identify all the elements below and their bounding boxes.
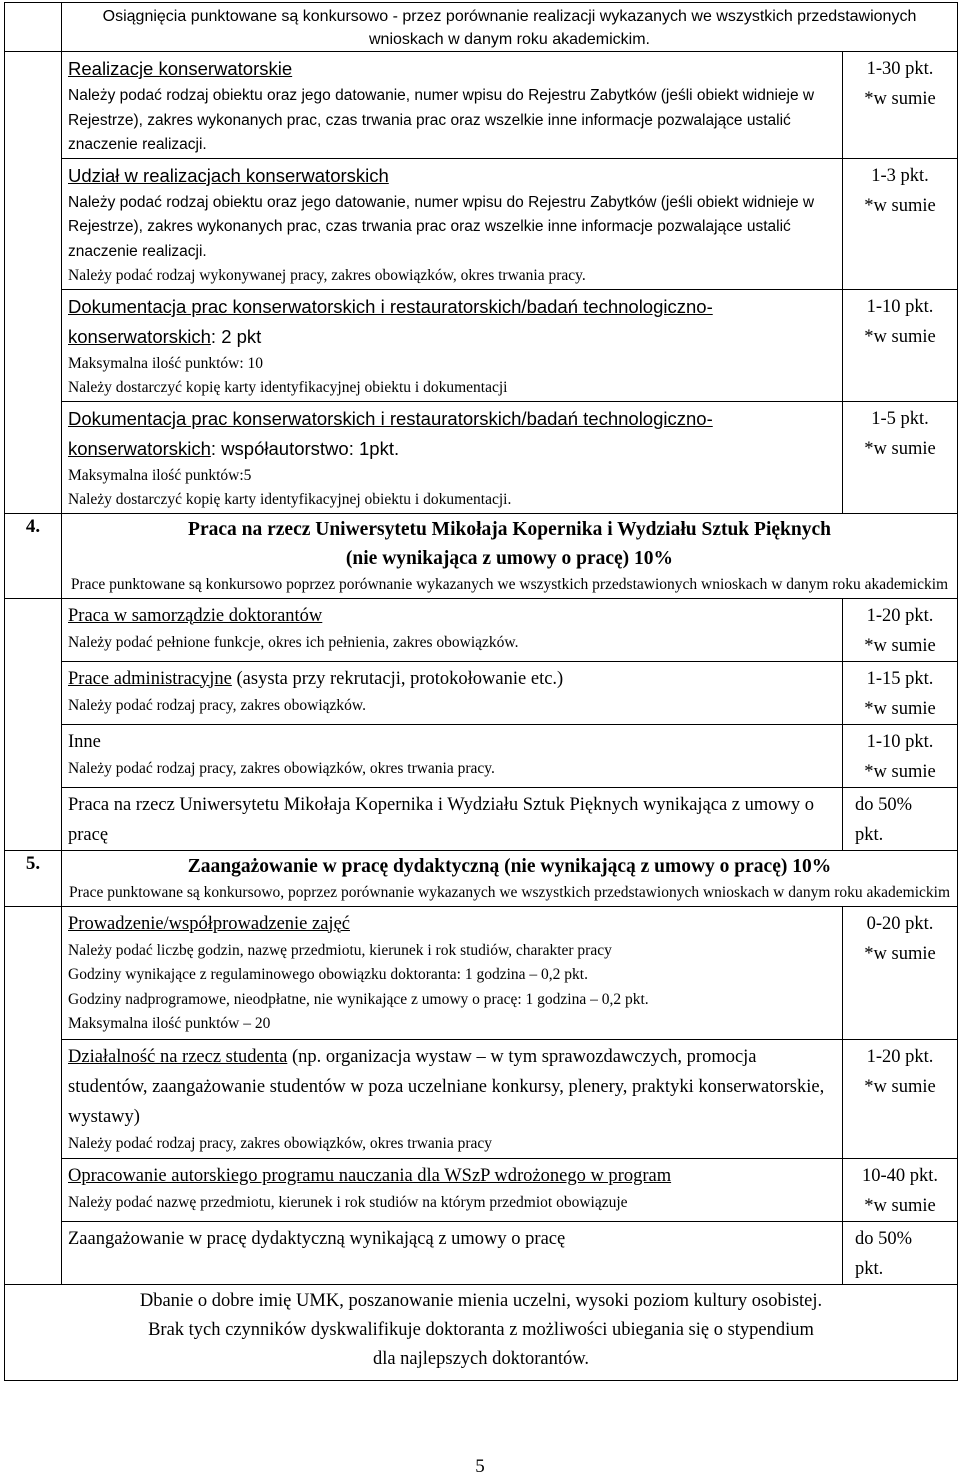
table-row [5,906,958,1039]
item-title: Dokumentacja prac konserwatorskich i restauratorskich/badań technologiczno-konserwatorskich: współautorstwo: 1pkt. [68,407,713,459]
item-description: Należy podać rodzaj pracy, zakres obowiązków, okres trwania pracy. [68,759,495,777]
points-value: 1-20 pkt. [866,605,934,626]
item-title: Prowadzenie/współprowadzenie zajęć [68,913,350,934]
section-heading: Praca na rzecz Uniwersytetu Mikołaja Kopernika i Wydziału Sztuk Pięknych [188,518,831,540]
points-value: do 50% [855,794,913,815]
points-note: *w sumie [864,761,936,782]
item-description: Należy podać rodzaj obiektu oraz jego datowanie, numer wpisu do Rejestru Zabytków (jeśli obiekt widnieje w Rejestrze), zakres wykonanych prac, czas trwania prac oraz wszelkie inne informacje pozwalające ustalić znaczenie realizacji. [68,87,815,153]
points-note: *w sumie [864,195,936,216]
points-value: 1-30 pkt. [866,59,934,79]
points-note: pkt. [855,824,884,845]
item-description: Należy podać pełnione funkcje, okres ich pełnienia, zakres obowiązków. [68,633,519,651]
competition-note: Osiągnięcia punktowane są konkursowo - przez porównanie realizacji wykazanych we wszystkich przedstawionych wnioskach w danym roku akademickim. [102,8,917,48]
section-number: 5. [25,852,41,874]
section-note: Prace punktowane są konkursowo, poprzez porównanie wykazanych we wszystkich przedstawionych wnioskach w danym roku akademickim [68,883,951,901]
item-title: Prace administracyjne (asysta przy rekrutacji, protokołowanie etc.) [68,668,564,689]
item-title: Inne [68,731,101,752]
item-title: Realizacje konserwatorskie [68,58,293,79]
points-note: *w sumie [864,698,936,719]
page-number: 5 [475,1456,485,1477]
section-note: Prace punktowane są konkursowo poprzez porównanie wykazanych we wszystkich przedstawionych wnioskach w danym roku akademickim [70,575,949,593]
item-description: Maksymalna ilość punktów – 20 [68,1015,271,1032]
points-note: *w sumie [864,438,936,459]
item-description: Maksymalna ilość punktów:5 [68,466,252,484]
points-value: 1-3 pkt. [871,165,929,186]
item-title: Działalność na rzecz studenta (np. organizacja wystaw – w tym sprawozdawczych, promocja studentów, zaangażowanie studentów w poza uczelniane konkursy, plenery, praktyki konserwatorskie, wystawy) [68,1046,825,1127]
item-title: Zaangażowanie w pracę dydaktyczną wynikającą z umowy o pracę [68,1229,566,1249]
points-value: 1-20 pkt. [866,1046,934,1067]
item-title: Praca w samorządzie doktorantów [68,605,323,626]
points-value: 10-40 pkt. [861,1166,939,1186]
table-row [5,787,958,850]
item-description: Należy dostarczyć kopię karty identyfikacyjnej obiektu i dokumentacji [68,379,508,396]
table-row [5,401,958,513]
item-title: Udział w realizacjach konserwatorskich [68,164,389,186]
section-heading: (nie wynikająca z umowy o pracę) 10% [345,547,674,569]
points-value: 1-10 pkt. [866,296,934,317]
item-description: Godziny wynikające z regulaminowego obowiązku doktoranta: 1 godzina – 0,2 pkt. [68,966,588,983]
points-note: *w sumie [864,943,936,964]
points-value: 0-20 pkt. [866,913,934,934]
table-row [5,1285,958,1381]
section-heading: Zaangażowanie w pracę dydaktyczną (nie wynikającą z umowy o pracę) 10% [187,855,832,877]
points-note: pkt. [855,1259,884,1279]
table-row [5,52,958,159]
table-row [5,724,958,787]
item-description: Należy podać rodzaj obiektu oraz jego datowanie, numer wpisu do Rejestru Zabytków (jeśli obiekt widnieje w Rejestrze), zakres wykonanych prac, czas trwania prac oraz wszelkie inne informacje pozwalające ustalić znaczenie realizacji. [68,193,815,260]
item-description: Należy dostarczyć kopię karty identyfikacyjnej obiektu i dokumentacji. [68,491,512,508]
item-title: Dokumentacja prac konserwatorskich i restauratorskich/badań technologiczno-konserwatorskich: 2 pkt [68,295,713,347]
section-header-row [5,513,958,598]
table-row [5,1159,958,1222]
points-value: 1-5 pkt. [871,408,929,429]
item-title: Praca na rzecz Uniwersytetu Mikołaja Kopernika i Wydziału Sztuk Pięknych wynikająca z umowy o pracę [68,794,815,845]
criteria-table [4,2,958,1381]
table-row [5,1039,958,1159]
item-description: Należy podać liczbę godzin, nazwę przedmiotu, kierunek i rok studiów, charakter pracy [68,941,612,959]
item-description: Maksymalna ilość punktów: 10 [68,354,264,372]
item-description: Należy podać rodzaj pracy, zakres obowiązków, okres trwania pracy [68,1134,493,1152]
item-description: Godziny nadprogramowe, nieodpłatne, nie wynikające z umowy o pracę: 1 godzina – 0,2 pkt. [68,990,649,1008]
points-value: 1-15 pkt. [866,668,934,689]
table-row [5,598,958,661]
item-title: Opracowanie autorskiego programu nauczania dla WSzP wdrożonego w program [68,1166,672,1186]
points-note: *w sumie [864,89,936,109]
document-page [4,2,957,1381]
points-note: *w sumie [864,326,936,347]
points-note: *w sumie [864,1076,936,1097]
table-row [5,1222,958,1285]
points-note: *w sumie [864,1196,936,1216]
item-description: Należy podać rodzaj pracy, zakres obowiązków. [68,696,366,714]
section-header-row [5,850,958,906]
points-value: do 50% [855,1229,913,1249]
points-note: *w sumie [864,635,936,656]
item-description: Należy podać nazwę przedmiotu, kierunek i rok studiów na którym przedmiot obowiązuje [68,1194,628,1211]
table-row [5,3,958,52]
table-row [5,661,958,724]
table-row [5,289,958,401]
item-description: Należy podać rodzaj wykonywanej pracy, zakres obowiązków, okres trwania pracy. [68,267,586,284]
section-number: 4. [25,515,41,537]
points-value: 1-10 pkt. [866,731,934,752]
table-row [5,158,958,289]
closing-note: Dbanie o dobre imię UMK, poszanowanie mienia uczelni, wysoki poziom kultury osobistej. Brak tych czynników dyskwalifikuje doktoranta z możliwości ubiegania się o stypendium dla najlepszych doktorantów. [139,1291,823,1369]
